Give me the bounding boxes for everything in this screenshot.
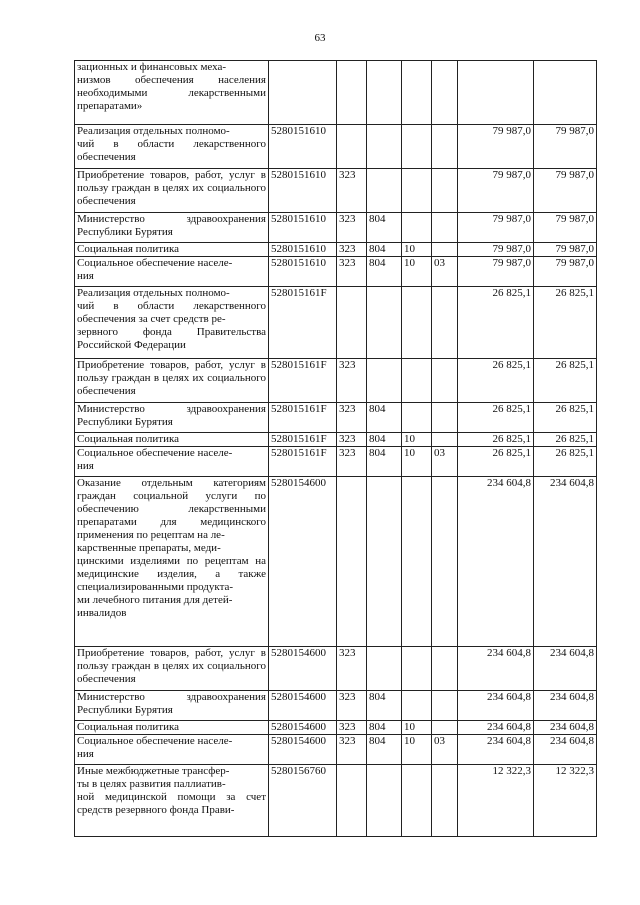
table-row	[75, 403, 597, 433]
row-vr-cell: 323	[337, 735, 367, 765]
row-sum2-cell: 79 987,0	[534, 213, 597, 243]
row-sum1-cell: 234 604,8	[458, 691, 534, 721]
row-pr2-cell	[432, 61, 458, 125]
row-code-cell	[269, 61, 337, 125]
row-name-cell: Министерство здравоохранения Республики Бурятия	[75, 691, 269, 721]
row-sum1-cell: 12 322,3	[458, 765, 534, 837]
row-sum1-cell: 234 604,8	[458, 477, 534, 647]
row-sum2-cell: 12 322,3	[534, 765, 597, 837]
table-row	[75, 359, 597, 403]
row-pr2-cell: 03	[432, 735, 458, 765]
row-code-cell: 528015161F	[269, 403, 337, 433]
row-sum1-cell: 26 825,1	[458, 287, 534, 359]
row-pr-cell: 10	[402, 721, 432, 735]
row-sum2-cell: 26 825,1	[534, 433, 597, 447]
row-rz-cell: 804	[367, 447, 402, 477]
row-pr-cell	[402, 691, 432, 721]
row-sum1-cell: 234 604,8	[458, 735, 534, 765]
row-pr-cell: 10	[402, 447, 432, 477]
row-code-cell: 5280154600	[269, 647, 337, 691]
row-name-cell: Реализация отдельных полномо- чий в области лекарственного обеспечения	[75, 125, 269, 169]
row-pr2-cell	[432, 477, 458, 647]
row-pr-cell	[402, 647, 432, 691]
budget-table	[74, 60, 597, 837]
row-vr-cell: 323	[337, 721, 367, 735]
row-name-cell: Оказание отдельным категориям граждан социальной услуги по обеспечению лекарственными препаратами для медицинского применения по рецептам на ле- карственные препараты, меди- цинскими изделиями по рецептам на медицинские изделия, а также специализированными продукта- ми лечебного питания для детей- инвалидов	[75, 477, 269, 647]
row-sum2-cell: 79 987,0	[534, 257, 597, 287]
row-code-cell: 528015161F	[269, 447, 337, 477]
table-row	[75, 691, 597, 721]
row-sum2-cell: 26 825,1	[534, 403, 597, 433]
row-pr2-cell: 03	[432, 257, 458, 287]
row-sum2-cell: 26 825,1	[534, 287, 597, 359]
row-rz-cell	[367, 477, 402, 647]
row-sum1-cell: 26 825,1	[458, 403, 534, 433]
page-number: 63	[314, 32, 326, 44]
row-sum1-cell: 79 987,0	[458, 125, 534, 169]
row-pr-cell	[402, 125, 432, 169]
row-vr-cell: 323	[337, 169, 367, 213]
table-row	[75, 243, 597, 257]
row-sum2-cell: 234 604,8	[534, 477, 597, 647]
row-code-cell: 5280154600	[269, 735, 337, 765]
row-vr-cell: 323	[337, 359, 367, 403]
row-vr-cell	[337, 125, 367, 169]
row-sum1-cell: 79 987,0	[458, 213, 534, 243]
row-vr-cell	[337, 477, 367, 647]
row-vr-cell: 323	[337, 433, 367, 447]
row-code-cell: 5280156760	[269, 765, 337, 837]
row-pr-cell	[402, 169, 432, 213]
row-sum1-cell: 234 604,8	[458, 721, 534, 735]
row-pr-cell	[402, 477, 432, 647]
row-pr-cell: 10	[402, 243, 432, 257]
row-code-cell: 5280154600	[269, 477, 337, 647]
row-name-cell: Социальная политика	[75, 243, 269, 257]
row-name-cell: Приобретение товаров, работ, услуг в пользу граждан в целях их социального обеспечения	[75, 647, 269, 691]
row-name-cell: Социальная политика	[75, 433, 269, 447]
row-rz-cell	[367, 359, 402, 403]
row-rz-cell	[367, 125, 402, 169]
row-pr-cell: 10	[402, 257, 432, 287]
row-sum2-cell	[534, 61, 597, 125]
row-sum2-cell: 234 604,8	[534, 647, 597, 691]
row-code-cell: 5280154600	[269, 691, 337, 721]
table-row	[75, 61, 597, 125]
row-rz-cell: 804	[367, 257, 402, 287]
row-name-cell: Социальная политика	[75, 721, 269, 735]
row-pr2-cell	[432, 243, 458, 257]
row-name-cell: Министерство здравоохранения Республики Бурятия	[75, 213, 269, 243]
row-vr-cell: 323	[337, 257, 367, 287]
row-vr-cell: 323	[337, 213, 367, 243]
row-vr-cell	[337, 61, 367, 125]
row-sum1-cell: 79 987,0	[458, 169, 534, 213]
row-name-cell: Иные межбюджетные трансфер- ты в целях развития паллиатив- ной медицинской помощи за счет средств резервного фонда Прави-	[75, 765, 269, 837]
table-row	[75, 257, 597, 287]
table-row	[75, 287, 597, 359]
row-vr-cell: 323	[337, 691, 367, 721]
row-rz-cell: 804	[367, 403, 402, 433]
row-pr2-cell	[432, 647, 458, 691]
table-row	[75, 647, 597, 691]
row-rz-cell: 804	[367, 721, 402, 735]
row-sum2-cell: 234 604,8	[534, 691, 597, 721]
row-pr2-cell	[432, 213, 458, 243]
row-sum2-cell: 26 825,1	[534, 447, 597, 477]
row-code-cell: 5280151610	[269, 169, 337, 213]
row-rz-cell	[367, 61, 402, 125]
row-vr-cell: 323	[337, 447, 367, 477]
row-pr-cell	[402, 213, 432, 243]
table-row	[75, 477, 597, 647]
row-pr2-cell	[432, 125, 458, 169]
row-sum2-cell: 234 604,8	[534, 721, 597, 735]
row-vr-cell: 323	[337, 243, 367, 257]
row-name-cell: Министерство здравоохранения Республики Бурятия	[75, 403, 269, 433]
row-pr2-cell: 03	[432, 447, 458, 477]
row-vr-cell: 323	[337, 403, 367, 433]
row-name-cell: Социальное обеспечение населе- ния	[75, 447, 269, 477]
row-sum1-cell: 234 604,8	[458, 647, 534, 691]
table-row	[75, 447, 597, 477]
row-pr2-cell	[432, 359, 458, 403]
row-name-cell: Приобретение товаров, работ, услуг в пользу граждан в целях их социального обеспечения	[75, 169, 269, 213]
row-code-cell: 5280151610	[269, 125, 337, 169]
row-pr-cell	[402, 359, 432, 403]
row-sum1-cell: 26 825,1	[458, 359, 534, 403]
table-row	[75, 213, 597, 243]
row-sum2-cell: 79 987,0	[534, 169, 597, 213]
row-vr-cell	[337, 287, 367, 359]
row-rz-cell	[367, 765, 402, 837]
table-row	[75, 125, 597, 169]
row-sum2-cell: 79 987,0	[534, 243, 597, 257]
row-pr-cell	[402, 287, 432, 359]
row-code-cell: 5280151610	[269, 257, 337, 287]
row-sum1-cell	[458, 61, 534, 125]
row-name-cell: Социальное обеспечение населе- ния	[75, 257, 269, 287]
row-pr-cell: 10	[402, 735, 432, 765]
row-vr-cell: 323	[337, 647, 367, 691]
row-pr2-cell	[432, 691, 458, 721]
row-sum1-cell: 26 825,1	[458, 433, 534, 447]
table-row	[75, 433, 597, 447]
row-pr-cell	[402, 765, 432, 837]
row-rz-cell: 804	[367, 213, 402, 243]
table-row	[75, 765, 597, 837]
row-rz-cell: 804	[367, 735, 402, 765]
row-name-cell: Приобретение товаров, работ, услуг в пользу граждан в целях их социального обеспечения	[75, 359, 269, 403]
row-sum2-cell: 234 604,8	[534, 735, 597, 765]
row-rz-cell: 804	[367, 433, 402, 447]
row-pr2-cell	[432, 765, 458, 837]
table-row	[75, 735, 597, 765]
row-pr2-cell	[432, 433, 458, 447]
row-pr2-cell	[432, 721, 458, 735]
row-code-cell: 528015161F	[269, 359, 337, 403]
row-name-cell: зационных и финансовых меха- низмов обеспечения населения необходимыми лекарственными препаратами»	[75, 61, 269, 125]
row-sum2-cell: 26 825,1	[534, 359, 597, 403]
row-sum1-cell: 26 825,1	[458, 447, 534, 477]
row-rz-cell: 804	[367, 691, 402, 721]
row-code-cell: 5280151610	[269, 213, 337, 243]
row-sum1-cell: 79 987,0	[458, 243, 534, 257]
row-sum1-cell: 79 987,0	[458, 257, 534, 287]
row-rz-cell	[367, 287, 402, 359]
table-row	[75, 169, 597, 213]
row-rz-cell: 804	[367, 243, 402, 257]
row-code-cell: 528015161F	[269, 287, 337, 359]
row-vr-cell	[337, 765, 367, 837]
row-pr2-cell	[432, 287, 458, 359]
row-sum2-cell: 79 987,0	[534, 125, 597, 169]
table-row	[75, 721, 597, 735]
row-code-cell: 5280151610	[269, 243, 337, 257]
row-rz-cell	[367, 169, 402, 213]
row-name-cell: Социальное обеспечение населе- ния	[75, 735, 269, 765]
row-pr2-cell	[432, 169, 458, 213]
row-pr2-cell	[432, 403, 458, 433]
row-pr-cell: 10	[402, 433, 432, 447]
row-name-cell: Реализация отдельных полномо- чий в области лекарственного обеспечения за счет средств ре- зервного фонда Правительства Российской Федерации	[75, 287, 269, 359]
row-pr-cell	[402, 403, 432, 433]
row-code-cell: 528015161F	[269, 433, 337, 447]
row-rz-cell	[367, 647, 402, 691]
row-code-cell: 5280154600	[269, 721, 337, 735]
row-pr-cell	[402, 61, 432, 125]
